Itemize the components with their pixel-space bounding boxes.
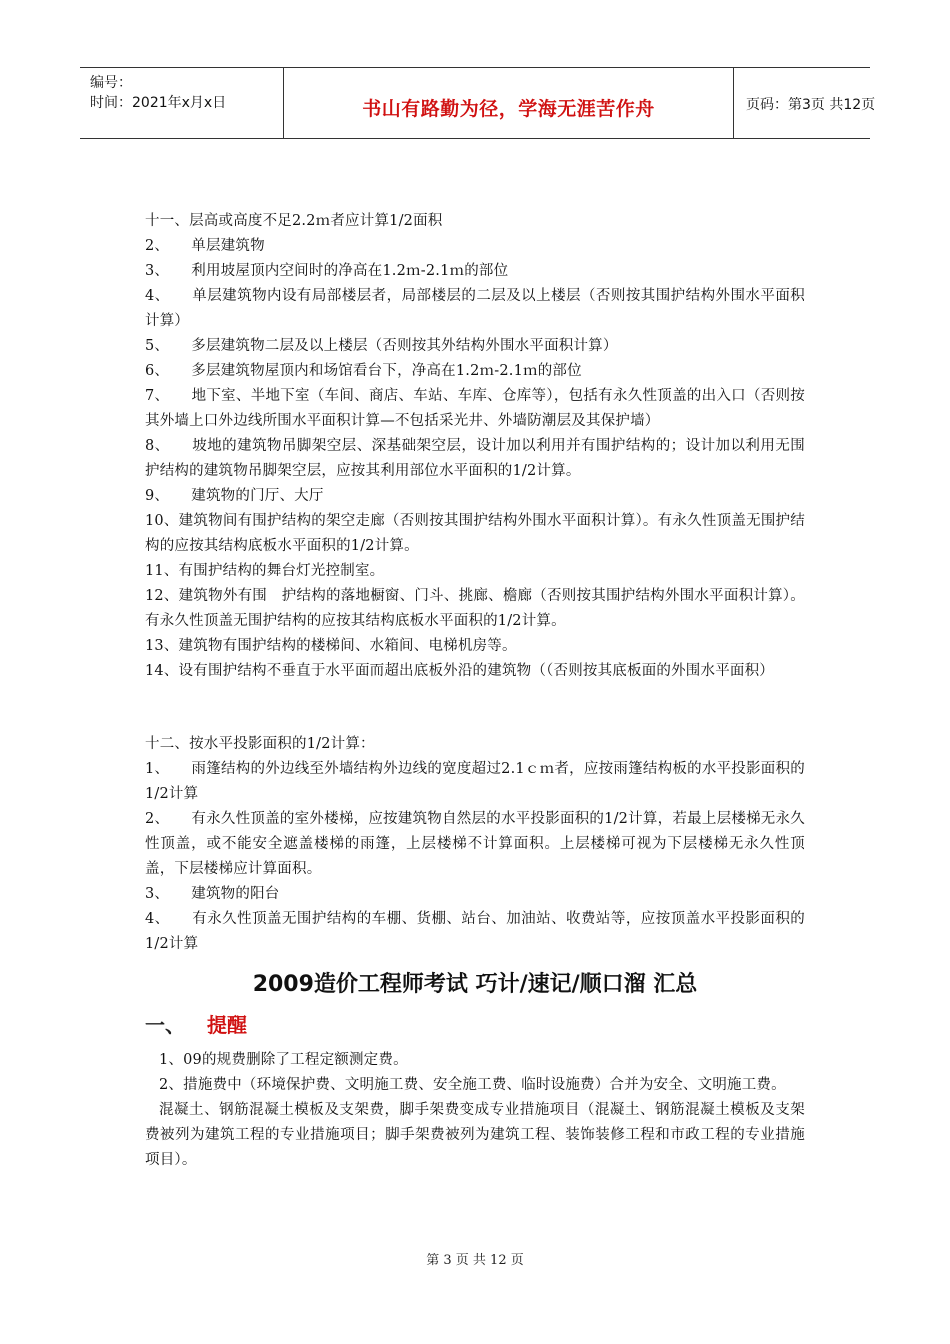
list-item: 2、 单层建筑物 [145, 238, 265, 254]
document-title: 2009造价工程师考试 巧计/速记/顺口溜 汇总 [252, 972, 698, 997]
list-item: 12、建筑物外有围 护结构的落地橱窗、门斗、挑廊、檐廊（否则按其围护结构外围水平面积计算）。有永久性顶盖无围护结构的应按其结构底板水平面积的1/2计算。 [145, 588, 805, 629]
list-item: 3、 利用坡屋顶内空间时的净高在1.2ｍ-2.1ｍ的部位 [145, 263, 509, 279]
part-1-title: 提醒 [207, 1013, 247, 1037]
part-1-number: 一、 [145, 1013, 185, 1037]
date-label: 时间：2021年x月x日 [90, 95, 227, 111]
paragraph-gap [145, 684, 805, 709]
list-item: 8、 坡地的建筑物吊脚架空层、深基础架空层，设计加以利用并有围护结构的；设计加以利用无围护结构的建筑物吊脚架空层，应按其利用部位水平面积的1/2计算。 [145, 438, 805, 479]
paragraph: 2、措施费中（环境保护费、文明施工费、安全施工费、临时设施费）合并为安全、文明施工费。 [159, 1077, 786, 1093]
header-motto-cell [284, 68, 734, 138]
list-item: 6、 多层建筑物屋顶内和场馆看台下，净高在1.2ｍ-2.1ｍ的部位 [145, 363, 582, 379]
list-item: 13、建筑物有围护结构的楼梯间、水箱间、电梯机房等。 [145, 638, 517, 654]
list-item: 14、设有围护结构不垂直于水平面而超出底板外沿的建筑物（（否则按其底板面的外围水平面积） [145, 663, 774, 679]
page-label: 页码：第3页 共12页 [746, 97, 876, 113]
list-item: 2、 有永久性顶盖的室外楼梯，应按建筑物自然层的水平投影面积的1/2计算，若最上层楼梯无永久性顶盖，或不能安全遮盖楼梯的雨篷，上层楼梯不计算面积。上层楼梯可视为下层楼梯无永久性顶盖，下层楼梯应计算面积。 [145, 811, 805, 877]
list-item: 5、 多层建筑物二层及以上楼层（否则按其外结构外围水平面积计算） [145, 338, 618, 354]
list-item: 1、 雨篷结构的外边线至外墙结构外边线的宽度超过2.1ｃｍ者，应按雨篷结构板的水平投影面积的1/2计算 [145, 761, 805, 802]
header-page-cell [734, 68, 876, 138]
list-item: 9、 建筑物的门厅、大厅 [145, 488, 324, 504]
list-item: 7、 地下室、半地下室（车间、商店、车站、车库、仓库等），包括有永久性顶盖的出入口（否则按其外墙上口外边线所围水平面积计算—不包括采光井、外墙防潮层及其保护墙） [145, 388, 805, 429]
motto: 书山有路勤为径，学海无涯苦作舟 [362, 98, 655, 120]
list-item: 3、 建筑物的阳台 [145, 886, 280, 902]
list-item: 4、 单层建筑物内设有局部楼层者，局部楼层的二层及以上楼层（否则按其围护结构外围水平面积计算） [145, 288, 805, 329]
list-item: 10、建筑物间有围护结构的架空走廊（否则按其围护结构外围水平面积计算）。有永久性顶盖无围护结构的应按其结构底板水平面积的1/2计算。 [145, 513, 805, 554]
document-body [145, 209, 805, 1173]
header-meta-cell [80, 68, 284, 138]
paragraph: 混凝土、钢筋混凝土模板及支架费，脚手架费变成专业措施项目（混凝土、钢筋混凝土模板及支架费被列为建筑工程的专业措施项目；脚手架费被列为建筑工程、装饰装修工程和市政工程的专业措施项目）。 [145, 1102, 805, 1168]
list-item: 11、有围护结构的舞台灯光控制室。 [145, 563, 385, 579]
page-header [80, 67, 876, 139]
paragraph: 1、09的规费删除了工程定额测定费。 [159, 1052, 408, 1068]
section-11-heading: 十一、层高或高度不足2.2ｍ者应计算1/2面积 [145, 213, 443, 229]
list-item: 4、 有永久性顶盖无围护结构的车棚、货棚、站台、加油站、收费站等，应按顶盖水平投影面积的1/2计算 [145, 911, 805, 952]
serial-label: 编号： [90, 75, 132, 91]
page-footer: 第 3 页 共 12 页 [426, 1253, 524, 1268]
section-12-heading: 十二、按水平投影面积的1/2计算： [145, 736, 375, 752]
part-1-heading [145, 1010, 805, 1040]
